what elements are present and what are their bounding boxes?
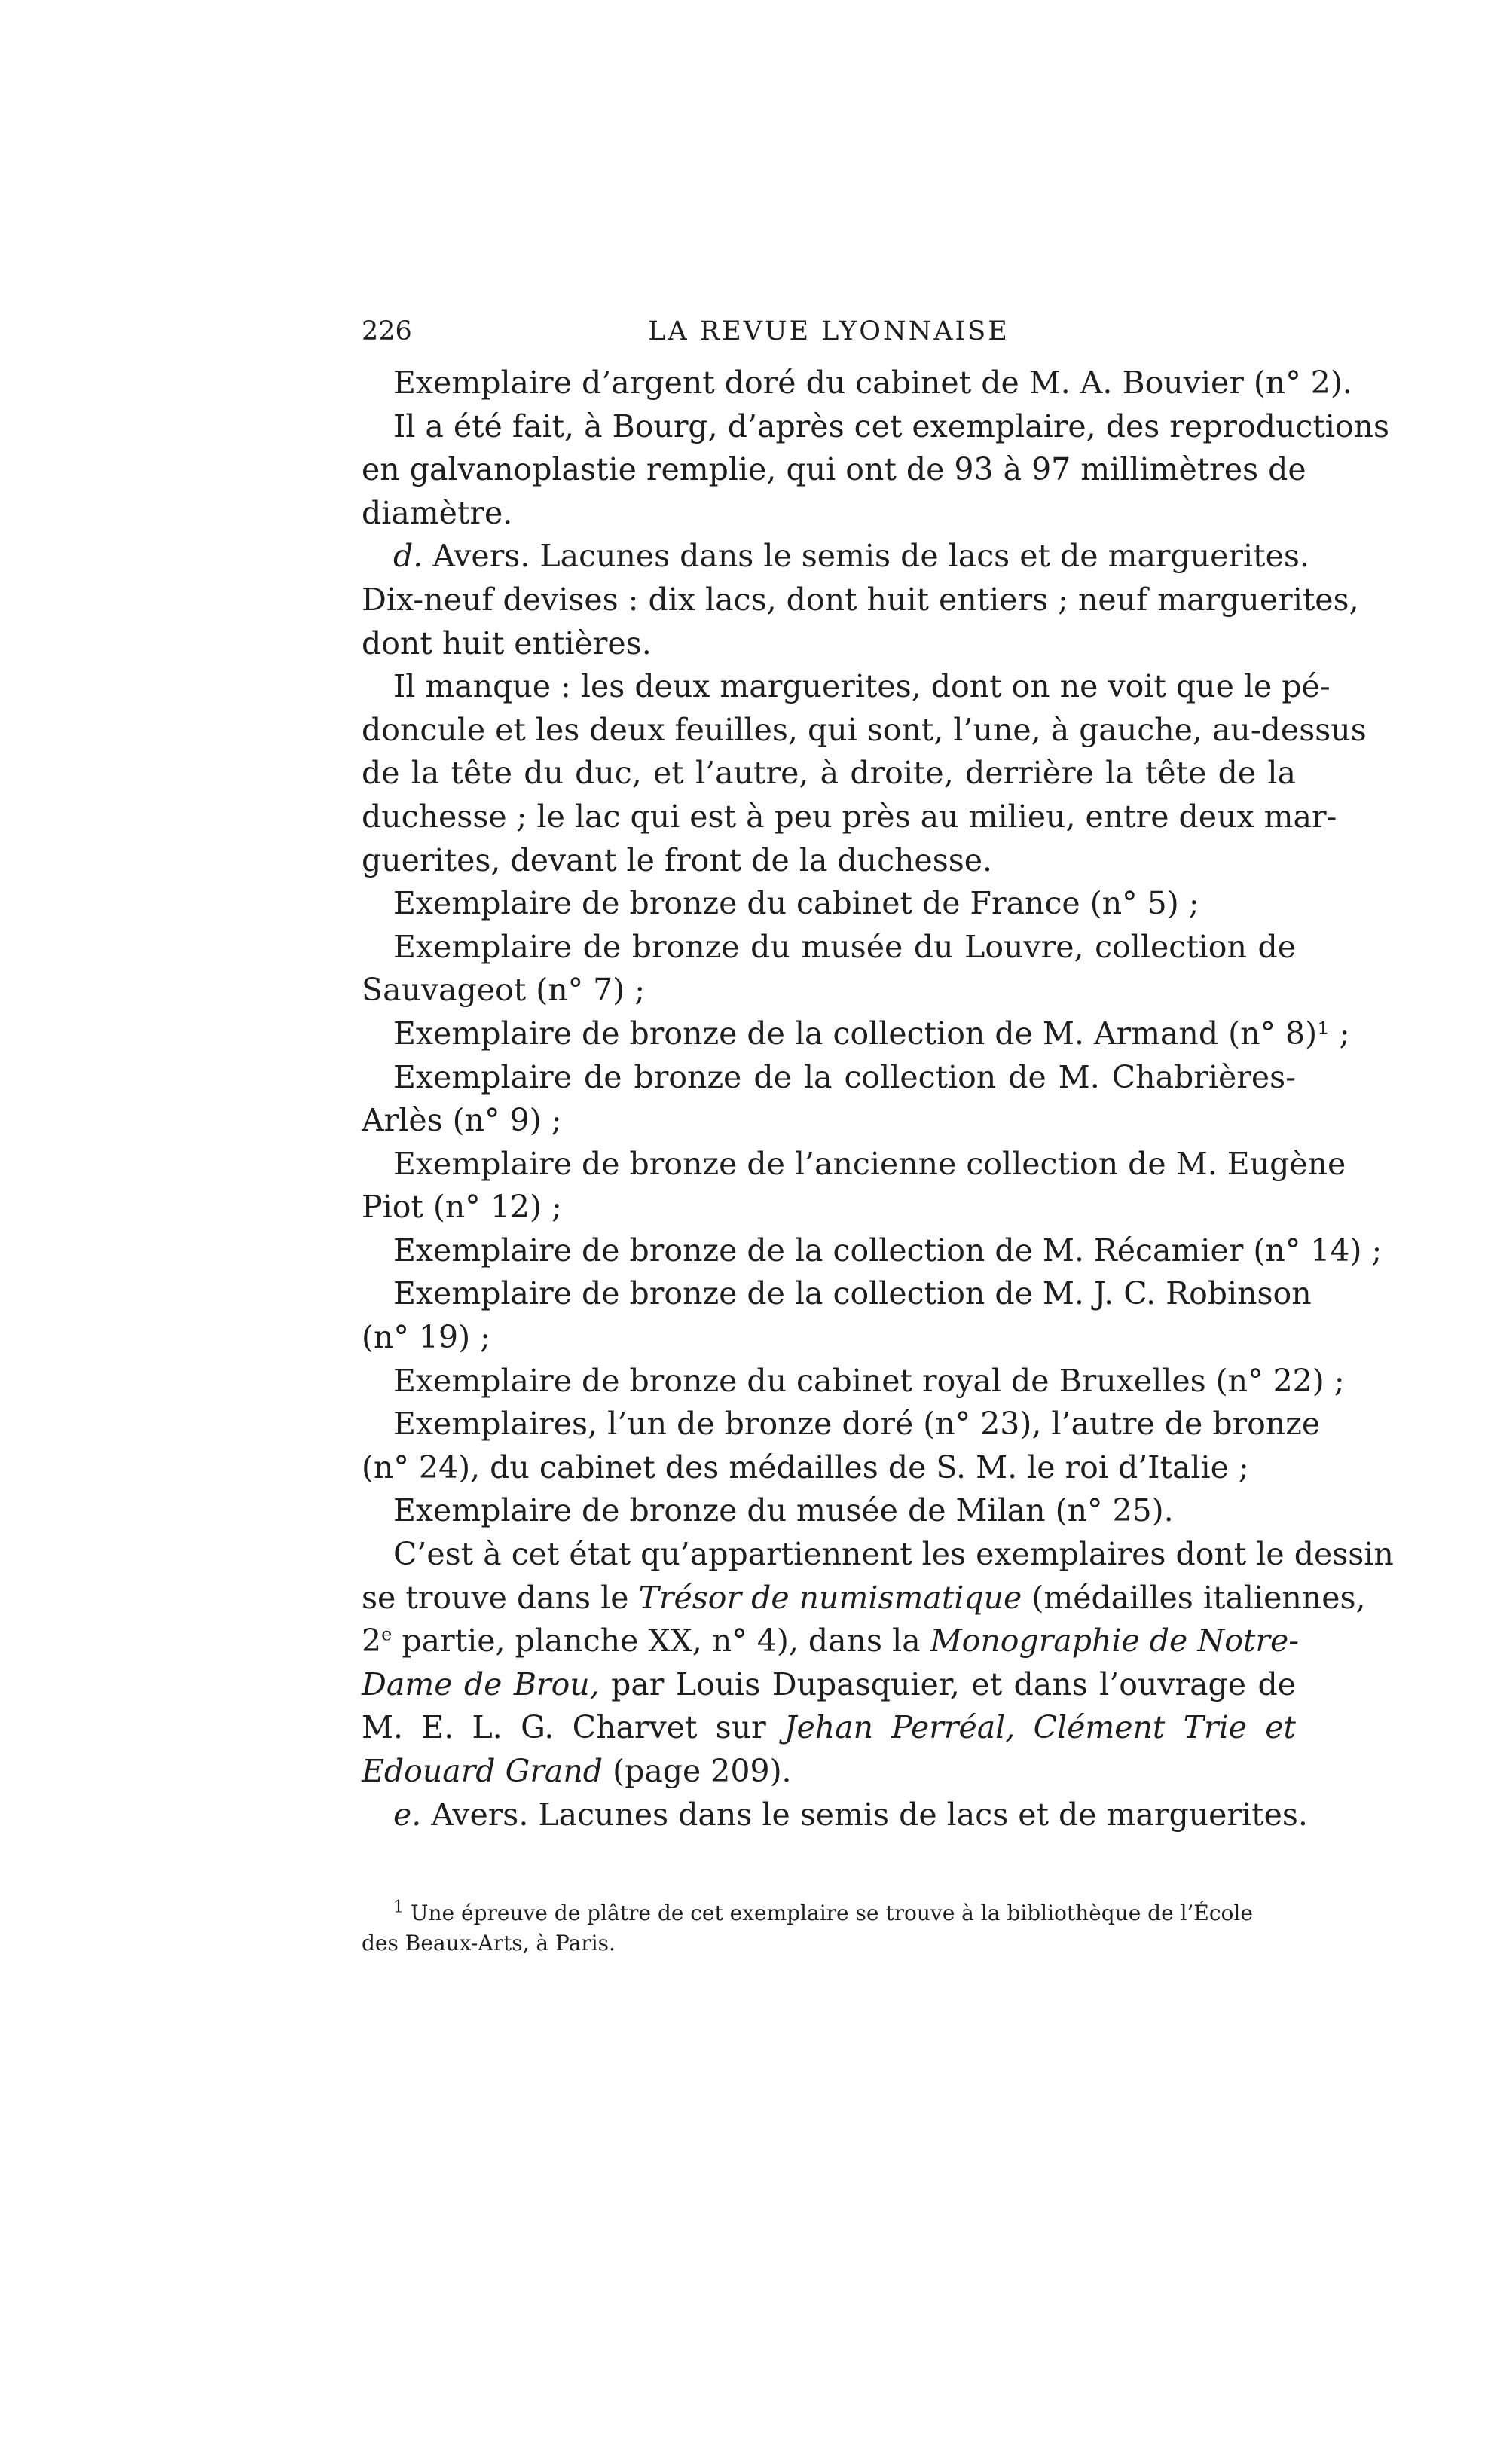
text-line: (n° 24), du cabinet des médailles de S. M. le roi d’Italie ; bbox=[362, 1449, 1249, 1485]
text-line: Exemplaires, l’un de bronze doré (n° 23), l’autre de bronze bbox=[393, 1406, 1321, 1443]
item-letter: e. bbox=[393, 1796, 422, 1833]
text-line: Exemplaire de bronze du musée de Milan (n° 25). bbox=[393, 1492, 1174, 1529]
text-line: 2e partie, planche XX, n° 4), dans la Monographie de Notre- bbox=[362, 1623, 1300, 1659]
text-line: Dame de Brou, par Louis Dupasquier, et dans l’ouvrage de bbox=[362, 1666, 1296, 1702]
text-line: Exemplaire de bronze du musée du Louvre, collection de bbox=[393, 928, 1296, 965]
text-line: dont huit entières. bbox=[362, 624, 652, 661]
text-line: Exemplaire de bronze de la collection de M. J. C. Robinson bbox=[393, 1275, 1312, 1312]
text-line: Il manque : les deux marguerites, dont on ne voit que le pé- bbox=[393, 668, 1331, 705]
book-title: Jehan Perréal, Clément Trie et bbox=[784, 1709, 1296, 1746]
text-line: doncule et les deux feuilles, qui sont, l’une, à gauche, au-dessus bbox=[362, 711, 1367, 748]
text-line: en galvanoplastie remplie, qui ont de 93 à 97 millimètres de bbox=[362, 451, 1306, 488]
text-line: Exemplaire de bronze de la collection de M. Armand (n° 8)¹ ; bbox=[393, 1015, 1350, 1052]
text-line: (n° 19) ; bbox=[362, 1319, 490, 1356]
text-line: Sauvageot (n° 7) ; bbox=[362, 972, 646, 1009]
text-line: Dix-neuf devises : dix lacs, dont huit entiers ; neuf marguerites, bbox=[362, 581, 1359, 618]
text-line: guerites, devant le front de la duchesse. bbox=[362, 841, 993, 878]
body-text bbox=[362, 362, 1394, 1837]
text-line: Arlès (n° 9) ; bbox=[362, 1102, 562, 1139]
text-line: Edouard Grand (page 209). bbox=[362, 1753, 792, 1789]
footnote-marker: 1 bbox=[393, 1898, 404, 1917]
page-header bbox=[362, 316, 1296, 354]
text-line: duchesse ; le lac qui est à peu près au milieu, entre deux mar- bbox=[362, 798, 1337, 835]
text-line: Exemplaire de bronze du cabinet royal de Bruxelles (n° 22) ; bbox=[393, 1362, 1345, 1399]
text-line: d. Avers. Lacunes dans le semis de lacs et de marguerites. bbox=[393, 538, 1309, 575]
page-number: 226 bbox=[362, 316, 412, 347]
footnote-line bbox=[362, 1898, 1296, 1928]
text-line: C’est à cet état qu’appartiennent les exemplaires dont le dessin bbox=[393, 1536, 1394, 1573]
text-line: Piot (n° 12) ; bbox=[362, 1189, 562, 1226]
footnote-line: des Beaux-Arts, à Paris. bbox=[362, 1931, 616, 1956]
text-line: diamètre. bbox=[362, 494, 513, 531]
book-title: Monographie de Notre- bbox=[930, 1623, 1300, 1659]
text-line: Il a été fait, à Bourg, d’après cet exemplaire, des reproductions bbox=[393, 408, 1390, 444]
text-line: Exemplaire de bronze de l’ancienne collection de M. Eugène bbox=[393, 1145, 1346, 1182]
footnote bbox=[362, 1898, 1296, 1959]
document-page bbox=[362, 0, 1394, 2464]
text-line: e. Avers. Lacunes dans le semis de lacs et de marguerites. bbox=[393, 1796, 1308, 1833]
book-title: Dame de Brou, bbox=[362, 1666, 600, 1702]
item-letter: d. bbox=[393, 538, 423, 575]
text-line: Exemplaire d’argent doré du cabinet de M. A. Bouvier (n° 2). bbox=[393, 365, 1352, 401]
text-line: M. E. L. G. Charvet sur Jehan Perréal, Clément Trie et bbox=[362, 1709, 1296, 1746]
text-line: Exemplaire de bronze du cabinet de France (n° 5) ; bbox=[393, 885, 1199, 922]
running-title: LA REVUE LYONNAISE bbox=[648, 316, 1010, 347]
text-line: de la tête du duc, et l’autre, à droite, derrière la tête de la bbox=[362, 755, 1296, 792]
book-title: Edouard Grand bbox=[362, 1753, 603, 1789]
text-line: Exemplaire de bronze de la collection de M. Chabrières- bbox=[393, 1058, 1296, 1095]
text-line: se trouve dans le Trésor de numismatique (médailles italiennes, bbox=[362, 1579, 1366, 1616]
book-title: Trésor de numismatique bbox=[638, 1579, 1022, 1616]
footnote-text: Une épreuve de plâtre de cet exemplaire se trouve à la bibliothèque de l’École bbox=[410, 1901, 1253, 1925]
text-line: Exemplaire de bronze de la collection de M. Récamier (n° 14) ; bbox=[393, 1232, 1383, 1269]
